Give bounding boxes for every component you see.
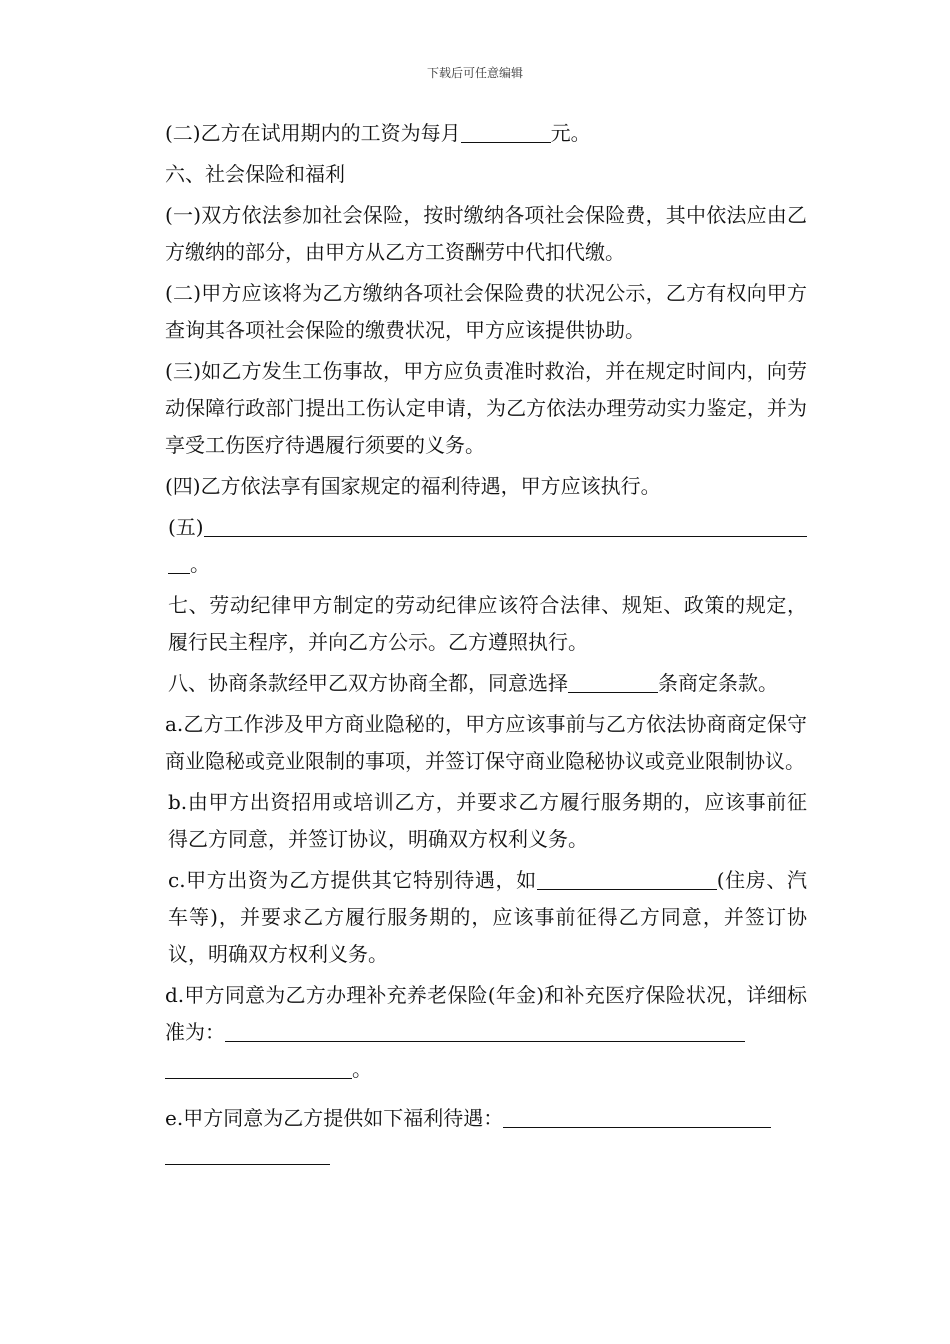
term-e-welfare	[145, 1100, 807, 1174]
page-header: 下载后可任意编辑	[426, 66, 523, 80]
section-negotiated-terms	[145, 665, 807, 702]
section-labor-discipline: 七、劳动纪律甲方制定的劳动纪律应该符合法律、规矩、政策的规定，履行民主程序，并向乙方公示。乙方遵照执行。	[168, 593, 807, 654]
paragraph-text: c.甲方出资为乙方提供其它特别待遇，如	[168, 868, 537, 892]
paragraph-text: d.甲方同意为乙方办理补充养老保险(年金)和补充医疗保险状况，详细标准为：	[165, 983, 807, 1044]
paragraph-text: (二)乙方在试用期内的工资为每月	[165, 121, 461, 145]
paragraph-text: 元。	[550, 121, 591, 145]
paragraph-text: (住房、汽车等)，并要求乙方履行服务期的，应该事前征得乙方同意，并签订协议，明确双方权利义务。	[168, 868, 807, 966]
paragraph-text: 条商定条款。	[658, 671, 778, 695]
section-heading-social-insurance: 六、社会保险和福利	[165, 162, 345, 186]
blank-line	[225, 1016, 745, 1042]
blank-line	[165, 1053, 352, 1079]
paragraph-text: 八、协商条款经甲乙双方协商全都，同意选择	[168, 671, 568, 695]
paragraph-insurance-4: (四)乙方依法享有国家规定的福利待遇，甲方应该执行。	[165, 474, 661, 498]
paragraph-insurance-5	[145, 509, 807, 583]
paragraph-insurance-3: (三)如乙方发生工伤事故，甲方应负责准时救治，并在规定时间内，向劳动保障行政部门提出工伤认定申请，为乙方依法办理劳动实力鉴定，并为享受工伤医疗待遇履行须要的义务。	[165, 359, 807, 457]
term-c-special-benefits	[145, 862, 807, 973]
blank-line	[204, 511, 807, 537]
paragraph-insurance-2: (二)甲方应该将为乙方缴纳各项社会保险费的状况公示，乙方有权向甲方查询其各项社会保险的缴费状况，甲方应该提供协助。	[165, 281, 807, 342]
paragraph-text: e.甲方同意为乙方提供如下福利待遇：	[165, 1106, 504, 1130]
paragraph-trial-salary	[145, 115, 807, 152]
blank-line	[503, 1102, 771, 1128]
paragraph-insurance-1: (一)双方依法参加社会保险，按时缴纳各项社会保险费，其中依法应由乙方缴纳的部分，由甲方从乙方工资酬劳中代扣代缴。	[165, 203, 807, 264]
term-d-supplementary-insurance	[145, 977, 807, 1088]
term-a-trade-secret: a.乙方工作涉及甲方商业隐秘的，甲方应该事前与乙方依法协商商定保守商业隐秘或竞业限制的事项，并签订保守商业隐秘协议或竞业限制协议。	[165, 712, 807, 773]
blank-line	[568, 667, 658, 693]
paragraph-text: (五)	[168, 515, 204, 539]
document-body	[145, 115, 807, 1174]
term-b-training: b.由甲方出资招用或培训乙方，并要求乙方履行服务期的，应该事前征得乙方同意，并签订协议，明确双方权利义务。	[168, 790, 807, 851]
blank-line	[461, 117, 551, 143]
paragraph-text: 。	[190, 552, 210, 576]
blank-line	[165, 1139, 330, 1165]
blank-line	[537, 864, 717, 890]
blank-line	[168, 548, 190, 574]
paragraph-text: 。	[352, 1057, 372, 1081]
